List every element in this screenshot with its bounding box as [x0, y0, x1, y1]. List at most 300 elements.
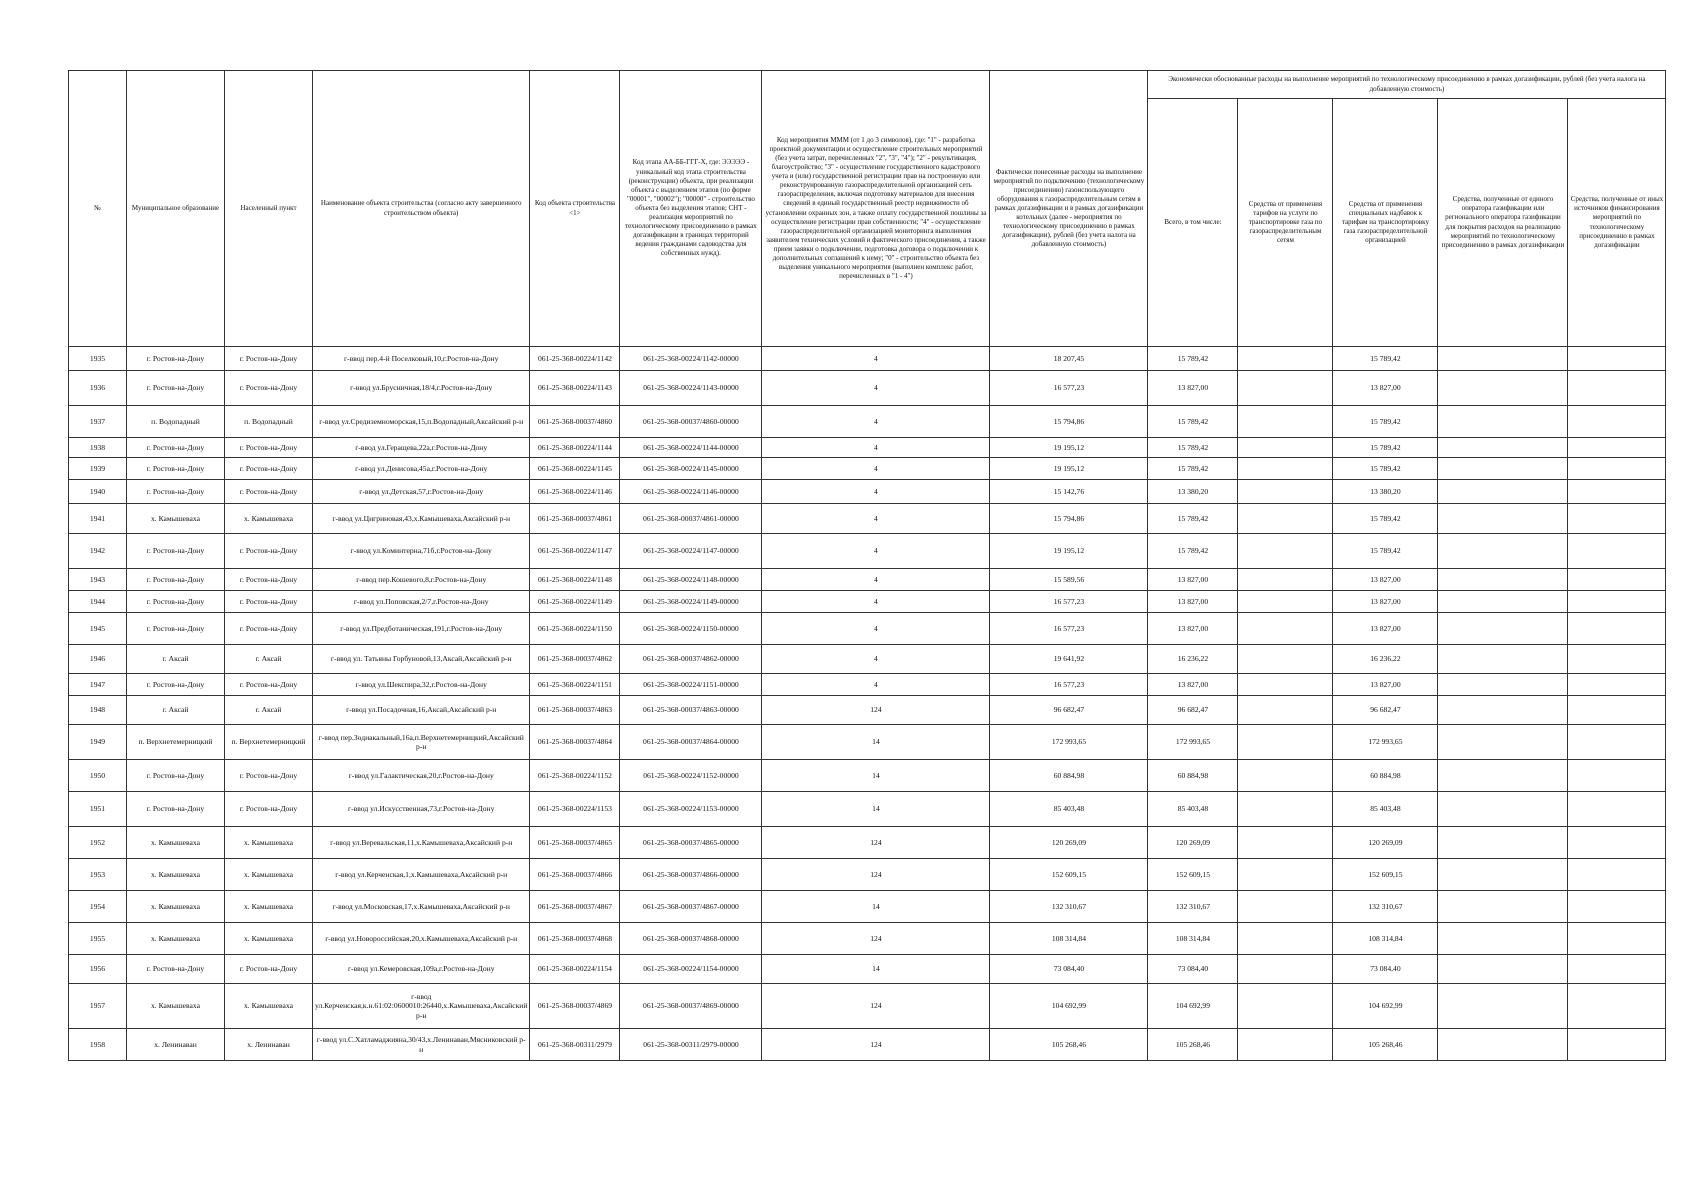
- cell-object-code: 061-25-368-00037/4869: [530, 984, 620, 1029]
- cell-tariff-funds: [1238, 923, 1333, 955]
- cell-settlement: г. Ростов-на-Дону: [225, 371, 313, 406]
- cell-actual-costs: 108 314,84: [990, 923, 1148, 955]
- cell-special-surcharge: 16 236,22: [1333, 645, 1438, 674]
- cell-municipality: г. Ростов-на-Дону: [127, 674, 225, 696]
- cell-special-surcharge: 15 789,42: [1333, 406, 1438, 438]
- cell-actual-costs: 16 577,23: [990, 674, 1148, 696]
- cell-total: 15 789,42: [1148, 406, 1238, 438]
- cell-municipality: х. Ленинаван: [127, 1029, 225, 1061]
- cell-actual-costs: 104 692,99: [990, 984, 1148, 1029]
- cell-object-name: г-ввод ул.Кемеровская,109а,г.Ростов-на-Дону: [313, 955, 530, 984]
- cell-operator-funds: [1438, 891, 1568, 923]
- cell-tariff-funds: [1238, 645, 1333, 674]
- table-row: [69, 613, 1666, 645]
- cell-stage-code: 061-25-368-00224/1147-00000: [620, 534, 762, 569]
- cell-activity-code: 14: [762, 792, 990, 827]
- cell-object-code: 061-25-368-00037/4863: [530, 696, 620, 725]
- cell-stage-code: 061-25-368-00224/1144-00000: [620, 438, 762, 458]
- cell-settlement: г. Ростов-на-Дону: [225, 792, 313, 827]
- col-tariff-funds-header: Средства от применения тарифов на услуги по транспортировке газа по газораспределительным сетям: [1238, 99, 1333, 347]
- cell-municipality: г. Ростов-на-Дону: [127, 613, 225, 645]
- cell-other-funds: [1568, 923, 1666, 955]
- cell-special-surcharge: 13 827,00: [1333, 569, 1438, 591]
- cell-object-name: г-ввод пер.4-й Поселковый,10,г.Ростов-на-Дону: [313, 347, 530, 371]
- cell-object-code: 061-25-368-00037/4866: [530, 859, 620, 891]
- cell-special-surcharge: 13 827,00: [1333, 674, 1438, 696]
- cell-object-code: 061-25-368-00037/4868: [530, 923, 620, 955]
- cell-object-code: 061-25-368-00224/1142: [530, 347, 620, 371]
- cell-special-surcharge: 105 268,46: [1333, 1029, 1438, 1061]
- cell-activity-code: 4: [762, 645, 990, 674]
- cell-other-funds: [1568, 827, 1666, 859]
- cell-other-funds: [1568, 891, 1666, 923]
- cell-settlement: х. Камышеваха: [225, 859, 313, 891]
- cell-number: 1936: [69, 371, 127, 406]
- cell-operator-funds: [1438, 955, 1568, 984]
- cell-tariff-funds: [1238, 674, 1333, 696]
- table-row: [69, 645, 1666, 674]
- cell-municipality: х. Камышеваха: [127, 923, 225, 955]
- cell-object-code: 061-25-368-00037/4864: [530, 725, 620, 760]
- cell-stage-code: 061-25-368-00224/1143-00000: [620, 371, 762, 406]
- cell-settlement: г. Ростов-на-Дону: [225, 347, 313, 371]
- col-object-code-header: Код объекта строительства <1>: [530, 71, 620, 347]
- cell-tariff-funds: [1238, 859, 1333, 891]
- cell-tariff-funds: [1238, 347, 1333, 371]
- cell-other-funds: [1568, 591, 1666, 613]
- table-row: [69, 1029, 1666, 1061]
- cell-activity-code: 4: [762, 480, 990, 504]
- cell-activity-code: 14: [762, 955, 990, 984]
- cell-object-name: г-ввод ул.Веревальская,11,х.Камышеваха,Аксайский р-н: [313, 827, 530, 859]
- cell-special-surcharge: 152 609,15: [1333, 859, 1438, 891]
- cell-stage-code: 061-25-368-00224/1149-00000: [620, 591, 762, 613]
- cell-special-surcharge: 13 827,00: [1333, 591, 1438, 613]
- cell-operator-funds: [1438, 613, 1568, 645]
- cell-actual-costs: 16 577,23: [990, 371, 1148, 406]
- cell-object-name: г-ввод ул.Поповская,2/7,г.Ростов-на-Дону: [313, 591, 530, 613]
- cell-object-name: г-ввод ул.Предботаническая,191,г.Ростов-на-Дону: [313, 613, 530, 645]
- cell-object-name: г-ввод ул.Брусничная,18/4,г.Ростов-на-Дону: [313, 371, 530, 406]
- col-total-header: Всего, в том числе:: [1148, 99, 1238, 347]
- cell-total: 104 692,99: [1148, 984, 1238, 1029]
- cell-settlement: г. Ростов-на-Дону: [225, 480, 313, 504]
- cell-operator-funds: [1438, 480, 1568, 504]
- cell-special-surcharge: 15 789,42: [1333, 504, 1438, 534]
- cell-settlement: х. Ленинаван: [225, 1029, 313, 1061]
- cell-municipality: г. Ростов-на-Дону: [127, 347, 225, 371]
- cell-operator-funds: [1438, 569, 1568, 591]
- cell-activity-code: 124: [762, 923, 990, 955]
- cell-number: 1944: [69, 591, 127, 613]
- cell-settlement: г. Ростов-на-Дону: [225, 955, 313, 984]
- cell-operator-funds: [1438, 859, 1568, 891]
- col-group-justified-costs-header: Экономически обоснованные расходы на выполнение мероприятий по технологическому присоединению в рамках догазификации, рублей (без учета налога на добавленную стоимость): [1148, 71, 1666, 99]
- cell-special-surcharge: 60 884,98: [1333, 760, 1438, 792]
- cell-number: 1950: [69, 760, 127, 792]
- cell-object-code: 061-25-368-00224/1151: [530, 674, 620, 696]
- cell-tariff-funds: [1238, 1029, 1333, 1061]
- cell-object-code: 061-25-368-00224/1149: [530, 591, 620, 613]
- cell-stage-code: 061-25-368-00037/4861-00000: [620, 504, 762, 534]
- cell-object-name: г-ввод ул.Шекспира,32,г.Ростов-на-Дону: [313, 674, 530, 696]
- cell-municipality: х. Камышеваха: [127, 859, 225, 891]
- cell-stage-code: 061-25-368-00037/4865-00000: [620, 827, 762, 859]
- cell-municipality: г. Ростов-на-Дону: [127, 534, 225, 569]
- cell-object-code: 061-25-368-00224/1148: [530, 569, 620, 591]
- gasification-costs-table: [68, 70, 1666, 1061]
- cell-object-code: 061-25-368-00311/2979: [530, 1029, 620, 1061]
- cell-number: 1935: [69, 347, 127, 371]
- cell-object-code: 061-25-368-00037/4860: [530, 406, 620, 438]
- cell-activity-code: 4: [762, 406, 990, 438]
- cell-operator-funds: [1438, 438, 1568, 458]
- cell-special-surcharge: 13 827,00: [1333, 613, 1438, 645]
- cell-municipality: п. Водопадный: [127, 406, 225, 438]
- cell-settlement: г. Ростов-на-Дону: [225, 760, 313, 792]
- cell-object-name: г-ввод ул.Детская,57,г.Ростов-на-Дону: [313, 480, 530, 504]
- cell-municipality: г. Ростов-на-Дону: [127, 371, 225, 406]
- cell-object-name: г-ввод ул.Средиземноморская,15,п.Водопадный,Аксайский р-н: [313, 406, 530, 438]
- cell-stage-code: 061-25-368-00224/1151-00000: [620, 674, 762, 696]
- col-activity-code-header: Код мероприятия МММ (от 1 до 3 символов), где: "1" - разработка проектной документации и осуществление строительных мероприятий (без учета затрат, перечисленных "2", "3", "4"); "2" - рекультивация, благоустройство; "3" - осуществление государственного кадастрового учета и (или) государственной регистрации прав на построенную или реконструированную газораспределительной организацией сеть газораспределения, включая подготовку материалов для внесения сведений в единый государственный реестр недвижимости об установлении охранных зон, а также оплату государственной пошлины за осуществление регистрации прав собственности; "4" - осуществление газораспределительной организацией мониторинга выполнения заявителем технических условий и фактического присоединения, а также прием заявки о подключении, подготовка договора о подключении к дополнительных соглашений к нему; "0" - строительство объекта без выделения уникального мероприятия (выполнен комплекс работ, перечисленных в "1 - 4"): [762, 71, 990, 347]
- table-row: [69, 438, 1666, 458]
- cell-settlement: г. Ростов-на-Дону: [225, 438, 313, 458]
- cell-actual-costs: 15 794,86: [990, 406, 1148, 438]
- table-row: [69, 955, 1666, 984]
- table-row: [69, 534, 1666, 569]
- cell-total: 13 380,20: [1148, 480, 1238, 504]
- cell-stage-code: 061-25-368-00224/1150-00000: [620, 613, 762, 645]
- cell-number: 1942: [69, 534, 127, 569]
- cell-stage-code: 061-25-368-00224/1153-00000: [620, 792, 762, 827]
- cell-other-funds: [1568, 371, 1666, 406]
- cell-number: 1958: [69, 1029, 127, 1061]
- table-row: [69, 591, 1666, 613]
- cell-object-code: 061-25-368-00037/4865: [530, 827, 620, 859]
- cell-number: 1945: [69, 613, 127, 645]
- cell-object-name: г-ввод ул.Московская,17,х.Камышеваха,Аксайский р-н: [313, 891, 530, 923]
- cell-other-funds: [1568, 1029, 1666, 1061]
- cell-object-name: г-ввод ул.Денисова,45а,г.Ростов-на-Дону: [313, 458, 530, 480]
- cell-operator-funds: [1438, 406, 1568, 438]
- cell-operator-funds: [1438, 591, 1568, 613]
- cell-stage-code: 061-25-368-00037/4860-00000: [620, 406, 762, 438]
- table-header: [69, 71, 1666, 347]
- cell-other-funds: [1568, 347, 1666, 371]
- cell-actual-costs: 15 142,76: [990, 480, 1148, 504]
- table-row: [69, 696, 1666, 725]
- cell-other-funds: [1568, 504, 1666, 534]
- cell-operator-funds: [1438, 696, 1568, 725]
- cell-stage-code: 061-25-368-00224/1145-00000: [620, 458, 762, 480]
- table-row: [69, 923, 1666, 955]
- cell-special-surcharge: 15 789,42: [1333, 458, 1438, 480]
- col-object-name-header: Наименование объекта строительства (согласно акту завершенного строительством объекта): [313, 71, 530, 347]
- cell-total: 13 827,00: [1148, 613, 1238, 645]
- table-body: [69, 347, 1666, 1061]
- cell-number: 1954: [69, 891, 127, 923]
- cell-object-name: г-ввод ул.Посадочная,16,Аксай,Аксайский р-н: [313, 696, 530, 725]
- cell-tariff-funds: [1238, 591, 1333, 613]
- cell-settlement: п. Верхнетемерницкий: [225, 725, 313, 760]
- cell-settlement: г. Ростов-на-Дону: [225, 458, 313, 480]
- table-row: [69, 674, 1666, 696]
- cell-stage-code: 061-25-368-00037/4864-00000: [620, 725, 762, 760]
- cell-special-surcharge: 96 682,47: [1333, 696, 1438, 725]
- cell-municipality: г. Ростов-на-Дону: [127, 458, 225, 480]
- cell-other-funds: [1568, 534, 1666, 569]
- cell-stage-code: 061-25-368-00224/1148-00000: [620, 569, 762, 591]
- col-actual-costs-header: Фактически понесенные расходы на выполнение мероприятий по подключению (технологическому присоединению) газоиспользующего оборудования к газораспределительным сетям в рамках догазификации и в рамках догазификации котельных (далее - мероприятия по технологическому присоединению в рамках догазификации), рублей (без учета налога на добавленную стоимость): [990, 71, 1148, 347]
- cell-municipality: х. Камышеваха: [127, 827, 225, 859]
- cell-tariff-funds: [1238, 984, 1333, 1029]
- cell-number: 1956: [69, 955, 127, 984]
- cell-total: 15 789,42: [1148, 534, 1238, 569]
- cell-stage-code: 061-25-368-00037/4862-00000: [620, 645, 762, 674]
- cell-actual-costs: 19 195,12: [990, 458, 1148, 480]
- cell-actual-costs: 73 084,40: [990, 955, 1148, 984]
- cell-stage-code: 061-25-368-00311/2979-00000: [620, 1029, 762, 1061]
- cell-total: 15 789,42: [1148, 347, 1238, 371]
- cell-settlement: г. Ростов-на-Дону: [225, 569, 313, 591]
- cell-special-surcharge: 85 403,48: [1333, 792, 1438, 827]
- col-other-funds-header: Средства, полученные от иных источников финансирования мероприятий по технологическому присоединению в рамках догазификации: [1568, 99, 1666, 347]
- cell-actual-costs: 105 268,46: [990, 1029, 1148, 1061]
- cell-tariff-funds: [1238, 827, 1333, 859]
- cell-total: 15 789,42: [1148, 504, 1238, 534]
- cell-other-funds: [1568, 645, 1666, 674]
- cell-stage-code: 061-25-368-00224/1142-00000: [620, 347, 762, 371]
- col-settlement-header: Населенный пункт: [225, 71, 313, 347]
- cell-tariff-funds: [1238, 891, 1333, 923]
- cell-special-surcharge: 13 827,00: [1333, 371, 1438, 406]
- cell-municipality: х. Камышеваха: [127, 891, 225, 923]
- cell-special-surcharge: 172 993,65: [1333, 725, 1438, 760]
- cell-operator-funds: [1438, 458, 1568, 480]
- cell-special-surcharge: 15 789,42: [1333, 347, 1438, 371]
- cell-total: 105 268,46: [1148, 1029, 1238, 1061]
- cell-activity-code: 124: [762, 1029, 990, 1061]
- cell-total: 120 269,09: [1148, 827, 1238, 859]
- cell-municipality: г. Аксай: [127, 696, 225, 725]
- cell-other-funds: [1568, 438, 1666, 458]
- cell-object-name: г-ввод ул. Татьяны Горбуновой,13,Аксай,Аксайский р-н: [313, 645, 530, 674]
- col-operator-funds-header: Средства, полученные от единого оператора газификации или регионального оператора газификации для покрытия расходов на реализацию мероприятий по технологическому присоединению в рамках догазификации: [1438, 99, 1568, 347]
- cell-tariff-funds: [1238, 725, 1333, 760]
- cell-operator-funds: [1438, 371, 1568, 406]
- cell-municipality: г. Ростов-на-Дону: [127, 591, 225, 613]
- cell-tariff-funds: [1238, 480, 1333, 504]
- cell-tariff-funds: [1238, 792, 1333, 827]
- cell-total: 16 236,22: [1148, 645, 1238, 674]
- cell-operator-funds: [1438, 674, 1568, 696]
- cell-actual-costs: 16 577,23: [990, 591, 1148, 613]
- cell-settlement: г. Ростов-на-Дону: [225, 674, 313, 696]
- cell-stage-code: 061-25-368-00037/4866-00000: [620, 859, 762, 891]
- cell-other-funds: [1568, 480, 1666, 504]
- cell-number: 1951: [69, 792, 127, 827]
- cell-total: 15 789,42: [1148, 458, 1238, 480]
- cell-actual-costs: 15 589,56: [990, 569, 1148, 591]
- cell-object-name: г-ввод ул.Цигриновая,43,х.Камышеваха,Аксайский р-н: [313, 504, 530, 534]
- cell-other-funds: [1568, 760, 1666, 792]
- cell-object-name: г-ввод ул.Керченская,к.н.61:02:0600010:26440,х.Камышеваха,Аксайский р-н: [313, 984, 530, 1029]
- cell-number: 1948: [69, 696, 127, 725]
- cell-operator-funds: [1438, 645, 1568, 674]
- cell-object-code: 061-25-368-00224/1144: [530, 438, 620, 458]
- cell-number: 1952: [69, 827, 127, 859]
- cell-municipality: х. Камышеваха: [127, 504, 225, 534]
- col-stage-code-header: Код этапа АА-ББ-ГГГ-Х, где: ЭЭЭЭЭ - уникальный код этапа строительства (реконструкции) объекта, при реализации объекта с выделением этапов (по форме "00001", "00002"); "00000" - строительство объекта без выделения этапов; СНТ - реализация мероприятий по технологическому присоединению в рамках догазификации в границах территорий ведения гражданами садоводства для собственных нужд).: [620, 71, 762, 347]
- cell-total: 60 884,98: [1148, 760, 1238, 792]
- cell-object-name: г-ввод пер.Зодиакальный,16а,п.Верхнетемерницкий,Аксайский р-н: [313, 725, 530, 760]
- cell-object-code: 061-25-368-00224/1152: [530, 760, 620, 792]
- cell-object-name: г-ввод ул.Галактическая,20,г.Ростов-на-Дону: [313, 760, 530, 792]
- cell-other-funds: [1568, 696, 1666, 725]
- cell-actual-costs: 152 609,15: [990, 859, 1148, 891]
- cell-object-code: 061-25-368-00224/1143: [530, 371, 620, 406]
- cell-activity-code: 124: [762, 827, 990, 859]
- cell-object-code: 061-25-368-00224/1146: [530, 480, 620, 504]
- cell-number: 1955: [69, 923, 127, 955]
- cell-number: 1957: [69, 984, 127, 1029]
- cell-special-surcharge: 120 269,09: [1333, 827, 1438, 859]
- cell-activity-code: 14: [762, 891, 990, 923]
- cell-activity-code: 4: [762, 438, 990, 458]
- cell-actual-costs: 16 577,23: [990, 613, 1148, 645]
- cell-activity-code: 14: [762, 760, 990, 792]
- cell-settlement: х. Камышеваха: [225, 984, 313, 1029]
- cell-other-funds: [1568, 984, 1666, 1029]
- table-row: [69, 569, 1666, 591]
- cell-number: 1941: [69, 504, 127, 534]
- cell-special-surcharge: 15 789,42: [1333, 438, 1438, 458]
- cell-other-funds: [1568, 725, 1666, 760]
- cell-number: 1947: [69, 674, 127, 696]
- cell-tariff-funds: [1238, 696, 1333, 725]
- cell-total: 132 310,67: [1148, 891, 1238, 923]
- cell-activity-code: 4: [762, 613, 990, 645]
- cell-total: 73 084,40: [1148, 955, 1238, 984]
- cell-settlement: г. Ростов-на-Дону: [225, 613, 313, 645]
- cell-other-funds: [1568, 955, 1666, 984]
- cell-special-surcharge: 15 789,42: [1333, 534, 1438, 569]
- cell-number: 1937: [69, 406, 127, 438]
- table-row: [69, 347, 1666, 371]
- cell-stage-code: 061-25-368-00224/1146-00000: [620, 480, 762, 504]
- cell-activity-code: 124: [762, 696, 990, 725]
- cell-stage-code: 061-25-368-00224/1154-00000: [620, 955, 762, 984]
- cell-object-name: г-ввод ул.Новороссийская,20,х.Камышеваха,Аксайский р-н: [313, 923, 530, 955]
- cell-municipality: г. Ростов-на-Дону: [127, 438, 225, 458]
- cell-tariff-funds: [1238, 406, 1333, 438]
- cell-number: 1953: [69, 859, 127, 891]
- cell-total: 15 789,42: [1148, 438, 1238, 458]
- table-row: [69, 725, 1666, 760]
- table-row: [69, 371, 1666, 406]
- cell-special-surcharge: 13 380,20: [1333, 480, 1438, 504]
- cell-activity-code: 4: [762, 347, 990, 371]
- cell-tariff-funds: [1238, 534, 1333, 569]
- cell-other-funds: [1568, 569, 1666, 591]
- cell-operator-funds: [1438, 347, 1568, 371]
- cell-activity-code: 4: [762, 674, 990, 696]
- cell-object-name: г-ввод ул.Геращева,22а,г.Ростов-на-Дону: [313, 438, 530, 458]
- cell-operator-funds: [1438, 1029, 1568, 1061]
- cell-special-surcharge: 73 084,40: [1333, 955, 1438, 984]
- cell-object-code: 061-25-368-00224/1145: [530, 458, 620, 480]
- col-number-header: №: [69, 71, 127, 347]
- cell-municipality: г. Ростов-на-Дону: [127, 480, 225, 504]
- cell-stage-code: 061-25-368-00224/1152-00000: [620, 760, 762, 792]
- cell-total: 96 682,47: [1148, 696, 1238, 725]
- cell-actual-costs: 132 310,67: [990, 891, 1148, 923]
- cell-total: 13 827,00: [1148, 569, 1238, 591]
- cell-stage-code: 061-25-368-00037/4869-00000: [620, 984, 762, 1029]
- cell-tariff-funds: [1238, 438, 1333, 458]
- table-row: [69, 458, 1666, 480]
- cell-municipality: г. Ростов-на-Дону: [127, 955, 225, 984]
- cell-other-funds: [1568, 792, 1666, 827]
- cell-operator-funds: [1438, 534, 1568, 569]
- cell-other-funds: [1568, 613, 1666, 645]
- table-row: [69, 760, 1666, 792]
- table-row: [69, 859, 1666, 891]
- cell-activity-code: 4: [762, 569, 990, 591]
- cell-object-code: 061-25-368-00224/1147: [530, 534, 620, 569]
- cell-object-code: 061-25-368-00037/4867: [530, 891, 620, 923]
- cell-settlement: г. Ростов-на-Дону: [225, 534, 313, 569]
- cell-number: 1949: [69, 725, 127, 760]
- table-row: [69, 827, 1666, 859]
- cell-total: 13 827,00: [1148, 591, 1238, 613]
- cell-other-funds: [1568, 458, 1666, 480]
- cell-operator-funds: [1438, 504, 1568, 534]
- col-municipality-header: Муниципальное образование: [127, 71, 225, 347]
- table-row: [69, 891, 1666, 923]
- cell-tariff-funds: [1238, 955, 1333, 984]
- cell-activity-code: 14: [762, 725, 990, 760]
- cell-activity-code: 4: [762, 591, 990, 613]
- cell-tariff-funds: [1238, 504, 1333, 534]
- cell-municipality: г. Аксай: [127, 645, 225, 674]
- table-row: [69, 406, 1666, 438]
- cell-municipality: г. Ростов-на-Дону: [127, 760, 225, 792]
- table-row: [69, 792, 1666, 827]
- cell-settlement: х. Камышеваха: [225, 827, 313, 859]
- cell-activity-code: 4: [762, 371, 990, 406]
- cell-actual-costs: 15 794,86: [990, 504, 1148, 534]
- cell-other-funds: [1568, 859, 1666, 891]
- cell-settlement: г. Ростов-на-Дону: [225, 591, 313, 613]
- cell-object-code: 061-25-368-00224/1154: [530, 955, 620, 984]
- table-row: [69, 480, 1666, 504]
- cell-activity-code: 124: [762, 984, 990, 1029]
- cell-number: 1946: [69, 645, 127, 674]
- cell-actual-costs: 85 403,48: [990, 792, 1148, 827]
- cell-object-name: г-ввод ул.С.Хатламаджияна,30/43,х.Ленинаван,Мясниковский р-н: [313, 1029, 530, 1061]
- cell-operator-funds: [1438, 984, 1568, 1029]
- cell-number: 1939: [69, 458, 127, 480]
- cell-stage-code: 061-25-368-00037/4867-00000: [620, 891, 762, 923]
- cell-operator-funds: [1438, 923, 1568, 955]
- cell-total: 13 827,00: [1148, 674, 1238, 696]
- cell-number: 1940: [69, 480, 127, 504]
- sheet: [68, 70, 1666, 1061]
- cell-special-surcharge: 132 310,67: [1333, 891, 1438, 923]
- cell-municipality: х. Камышеваха: [127, 984, 225, 1029]
